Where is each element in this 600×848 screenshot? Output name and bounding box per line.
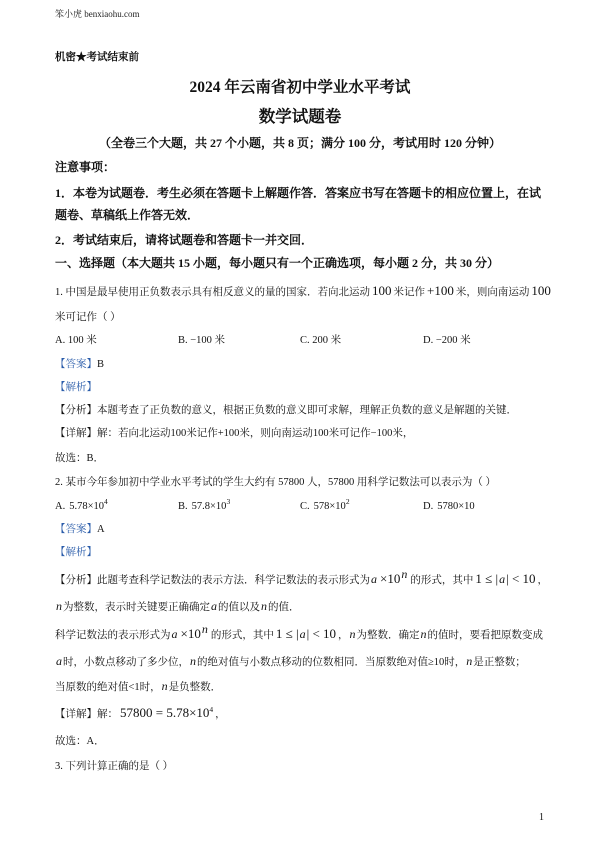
inequality-left: 1 ≤ | bbox=[475, 571, 499, 586]
q1-answer-line bbox=[55, 357, 104, 373]
q2-detail bbox=[55, 705, 226, 723]
option-exponent: 4 bbox=[104, 497, 108, 506]
analysis-text: 时，小数点移动了多少位， bbox=[63, 657, 189, 668]
q1-choice: 故选：B． bbox=[55, 453, 105, 464]
analysis-text: 的值时，要看把原数变成 bbox=[427, 630, 544, 641]
q1-stem-text: 1. 中国是最早使用正负数表示具有相反意义的量的国家．若向北运动 bbox=[55, 287, 370, 298]
confidential-label: 机密★考试结束前 bbox=[55, 52, 139, 63]
math-expr bbox=[118, 705, 215, 720]
option-exponent: 2 bbox=[345, 497, 350, 506]
page-number: 1 bbox=[539, 812, 544, 823]
inequality-right: | < 10 bbox=[506, 571, 536, 586]
q1-analysis: 【分析】本题考查了正负数的意义，根据正负数的意义即可求解，理解正负数的意义是解题的关键． bbox=[55, 405, 517, 416]
note-item-2: 2．考试结束后，请将试题卷和答题卡一并交回． bbox=[55, 233, 314, 247]
analysis-text: 的形式，其中 bbox=[210, 630, 274, 641]
q2-solution-label: 【解析】 bbox=[55, 547, 97, 558]
q2-analysis-line-4 bbox=[55, 653, 526, 671]
analysis-text: 是负整数． bbox=[168, 682, 222, 693]
math-expr bbox=[378, 567, 410, 586]
analysis-text: 为整数，表示时关键要正确确定 bbox=[63, 602, 210, 613]
q2-analysis-line-1 bbox=[55, 567, 549, 589]
analysis-text: 是正整数； bbox=[473, 657, 526, 668]
var-n: n bbox=[190, 654, 196, 668]
q2-analysis-line-5 bbox=[55, 678, 221, 696]
var-a: a bbox=[171, 627, 178, 641]
option-label: B. bbox=[178, 501, 188, 512]
exam-subtitle: 数学试题卷 bbox=[258, 107, 342, 126]
var-n-exponent: n bbox=[201, 622, 208, 636]
option-base: 578×10 bbox=[313, 501, 346, 512]
analysis-text: 的值． bbox=[268, 602, 300, 613]
var-n: n bbox=[420, 627, 427, 641]
option-label: D. bbox=[423, 501, 434, 512]
q2-choice: 故选：A． bbox=[55, 736, 105, 747]
var-a: a bbox=[499, 572, 506, 586]
q1-answer-value: B bbox=[97, 359, 105, 370]
analysis-text: 科学记数法的表示形式为 bbox=[55, 630, 171, 641]
analysis-text: ， bbox=[338, 630, 349, 641]
option-base: 57.8×10 bbox=[191, 501, 227, 512]
q1-stem-math: +100 bbox=[427, 283, 454, 298]
analysis-text: 为整数．确定 bbox=[356, 630, 420, 641]
notes-heading: 注意事项： bbox=[55, 160, 116, 174]
inequality-left: 1 ≤ | bbox=[275, 626, 299, 641]
site-header: 笨小虎 benxiaohu.com bbox=[55, 9, 140, 19]
q1-option-d: D. −200 米 bbox=[423, 335, 471, 346]
q2-stem: 2. 某市今年参加初中学业水平考试的学生大约有 57800 人，57800 用科学记数法可以表示为（ ） bbox=[55, 477, 496, 488]
q2-option-a bbox=[55, 499, 108, 515]
option-exponent: 3 bbox=[226, 497, 231, 506]
var-a: a bbox=[299, 627, 306, 641]
scientific-notation: 57800 = 5.78×10 bbox=[120, 705, 210, 720]
q1-stem-text: 米记作 bbox=[393, 287, 425, 298]
var-n: n bbox=[56, 599, 62, 613]
exam-title: 2024 年云南省初中学业水平考试 bbox=[189, 79, 411, 96]
option-label: A. bbox=[55, 501, 66, 512]
exponent: 4 bbox=[209, 705, 214, 714]
var-a: a bbox=[371, 572, 377, 586]
q2-option-b bbox=[178, 499, 230, 515]
q2-analysis-line-2 bbox=[55, 598, 300, 616]
var-a: a bbox=[56, 654, 62, 668]
q1-option-a: A. 100 米 bbox=[55, 335, 97, 346]
inequality-right: | < 10 bbox=[306, 626, 337, 641]
analysis-text: 的形式，其中 bbox=[410, 575, 474, 586]
analysis-text: 当原数的绝对值<1时， bbox=[55, 682, 161, 693]
q1-option-c: C. 200 米 bbox=[300, 335, 342, 346]
option-base: 5.78×10 bbox=[69, 501, 105, 512]
times-ten: ×10 bbox=[380, 571, 401, 586]
math-inequality bbox=[274, 626, 338, 641]
q2-option-c bbox=[300, 499, 350, 515]
q1-solution-label: 【解析】 bbox=[55, 382, 97, 393]
note-item-1: 1．本卷为试题卷．考生必须在答题卡上解题作答．答案应书写在答题卡的相应位置上，在试 bbox=[55, 186, 542, 200]
q1-option-b: B. −100 米 bbox=[178, 335, 226, 346]
q2-answer-value: A bbox=[97, 524, 105, 535]
var-n: n bbox=[261, 599, 267, 613]
var-a: a bbox=[211, 599, 217, 613]
var-n-exponent: n bbox=[401, 567, 408, 581]
detail-label: 【详解】解： bbox=[55, 709, 118, 720]
q1-stem-text: 米，则向南运动 bbox=[455, 287, 530, 298]
q1-detail: 【详解】解：若向北运动100米记作+100米，则向南运动100米可记作−100米， bbox=[55, 428, 414, 439]
analysis-text: 的值以及 bbox=[218, 602, 260, 613]
analysis-text: 的绝对值与小数点移动的位数相同．当原数绝对值≥10时， bbox=[197, 657, 466, 668]
var-n: n bbox=[466, 654, 473, 668]
section-heading: 一、选择题（本大题共 15 小题，每小题只有一个正确选项，每小题 2 分，共 30 分） bbox=[55, 256, 500, 270]
exam-info: （全卷三个大题，共 27 个小题，共 8 页；满分 100 分，考试用时 120 分钟） bbox=[98, 136, 501, 150]
q2-answer-line bbox=[55, 522, 105, 538]
math-expr bbox=[179, 622, 211, 641]
detail-text: ， bbox=[215, 709, 226, 720]
q1-stem-line-2: 米可记作（ ） bbox=[55, 312, 121, 323]
q1-stem-math: 100 bbox=[531, 283, 551, 298]
math-inequality bbox=[473, 571, 537, 586]
analysis-text: 【分析】此题考查科学记数法的表示方法．科学记数法的表示形式为 bbox=[55, 575, 370, 586]
option-base: 5780×10 bbox=[437, 501, 475, 512]
answer-label: 【答案】 bbox=[55, 524, 97, 535]
option-label: C. bbox=[300, 501, 310, 512]
var-n: n bbox=[349, 627, 356, 641]
analysis-text: ， bbox=[537, 575, 549, 586]
times-ten: ×10 bbox=[180, 626, 201, 641]
q2-analysis-line-3 bbox=[55, 622, 544, 644]
q2-option-d bbox=[423, 499, 475, 515]
q1-stem-line-1 bbox=[55, 283, 553, 301]
q1-stem-math: 100 bbox=[372, 283, 392, 298]
var-n: n bbox=[161, 679, 168, 693]
note-item-1-cont: 题卷、草稿纸上作答无效． bbox=[55, 208, 200, 222]
answer-label: 【答案】 bbox=[55, 359, 97, 370]
q3-stem: 3. 下列计算正确的是（ ） bbox=[55, 761, 174, 772]
